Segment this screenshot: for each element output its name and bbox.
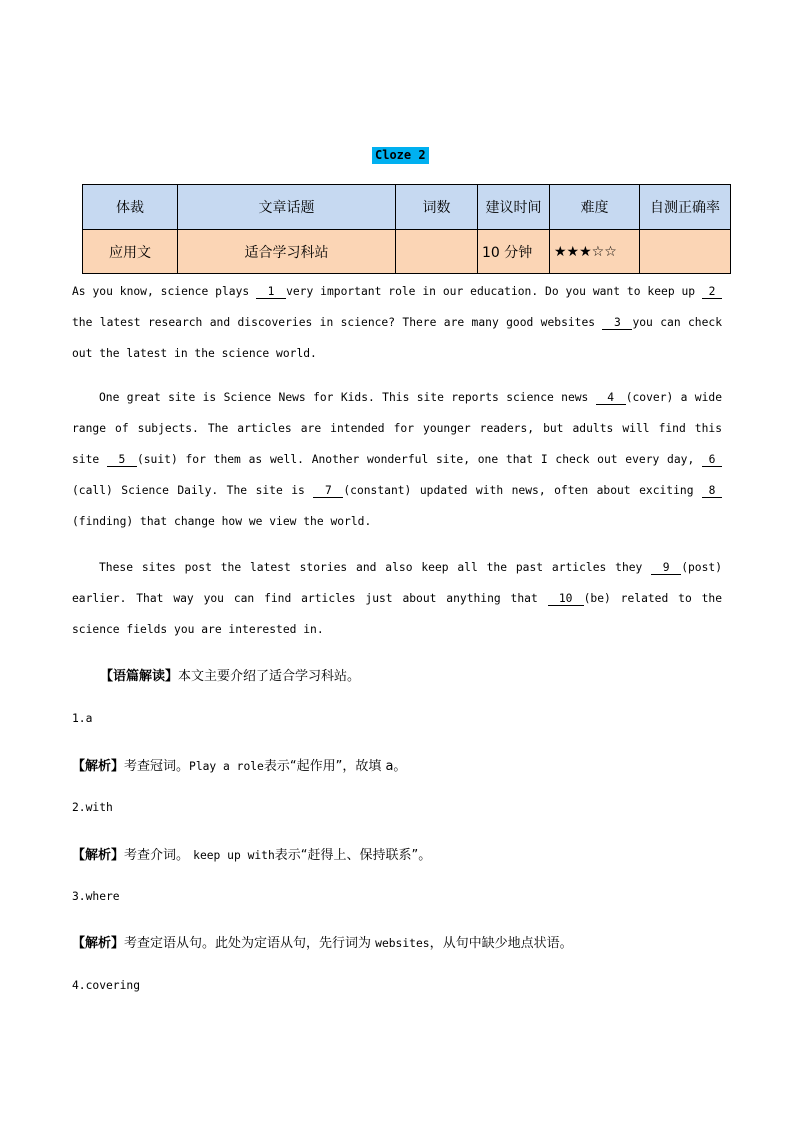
- blank-10: 10: [548, 592, 584, 606]
- passage-paragraph-2: One great site is Science News for Kids. This site reports science news 4 (cover) a wide range of subjects. The articles are intended for younger readers, but adults will find this site 5 (suit) for them as well. Another wonderful site, one that I check out every day, 6 (call) Science Daily. The site is 7 (constant) updated with news, often about exciting 8 (finding) that change how we view the world.: [72, 391, 722, 528]
- cell-suggested-time: 10 分钟: [478, 230, 550, 274]
- answer-1: 1.a: [72, 712, 93, 725]
- answer-4: 4.covering: [72, 979, 141, 992]
- table-header-row: [83, 185, 731, 230]
- blank-6: 6: [702, 453, 722, 467]
- header-genre: 体裁: [83, 185, 178, 230]
- explanation-1: 【解析】考查冠词。Play a role表示“起作用”，故填 a。: [72, 759, 407, 774]
- blank-3: 3: [602, 316, 632, 330]
- blank-4: 4: [596, 391, 626, 405]
- blank-2: 2: [702, 285, 722, 299]
- header-suggested-time: 建议时间: [478, 185, 550, 230]
- summary-text: 本文主要介绍了适合学习科站。: [178, 669, 361, 684]
- explanation-3: 【解析】考查定语从句。此处为定语从句，先行词为 websites，从句中缺少地点状语。: [72, 936, 573, 951]
- blank-1: 1: [256, 285, 286, 299]
- answer-2: 2.with: [72, 801, 113, 814]
- table-row: [83, 230, 731, 274]
- blank-8: 8: [702, 484, 722, 498]
- blank-5: 5: [107, 453, 137, 467]
- header-word-count: 词数: [396, 185, 478, 230]
- cell-difficulty-stars: ★★★☆☆: [550, 230, 640, 274]
- header-topic: 文章话题: [178, 185, 396, 230]
- answer-3: 3.where: [72, 890, 120, 903]
- cell-genre: 应用文: [83, 230, 178, 274]
- passage-summary: [100, 665, 360, 684]
- header-difficulty: 难度: [550, 185, 640, 230]
- blank-9: 9: [651, 561, 681, 575]
- summary-label: 【语篇解读】: [100, 669, 179, 684]
- cell-topic: 适合学习科站: [178, 230, 396, 274]
- header-accuracy: 自测正确率: [640, 185, 731, 230]
- passage-paragraph-3: These sites post the latest stories and also keep all the past articles they 9 (post) earlier. That way you can find articles just about anything that 10 (be) related to the science fields you are interested in.: [72, 561, 722, 636]
- cell-accuracy: [640, 230, 731, 274]
- explanation-2: 【解析】考查介词。 keep up with表示“赶得上、保持联系”。: [72, 848, 432, 863]
- blank-7: 7: [313, 484, 343, 498]
- page-title: Cloze 2: [372, 147, 429, 164]
- info-table: [82, 184, 731, 274]
- cell-word-count: [396, 230, 478, 274]
- passage-paragraph-1: As you know, science plays 1 very important role in our education. Do you want to keep up 2 the latest research and discoveries in science? There are many good websites 3 you can check out the latest in the science world.: [72, 285, 722, 360]
